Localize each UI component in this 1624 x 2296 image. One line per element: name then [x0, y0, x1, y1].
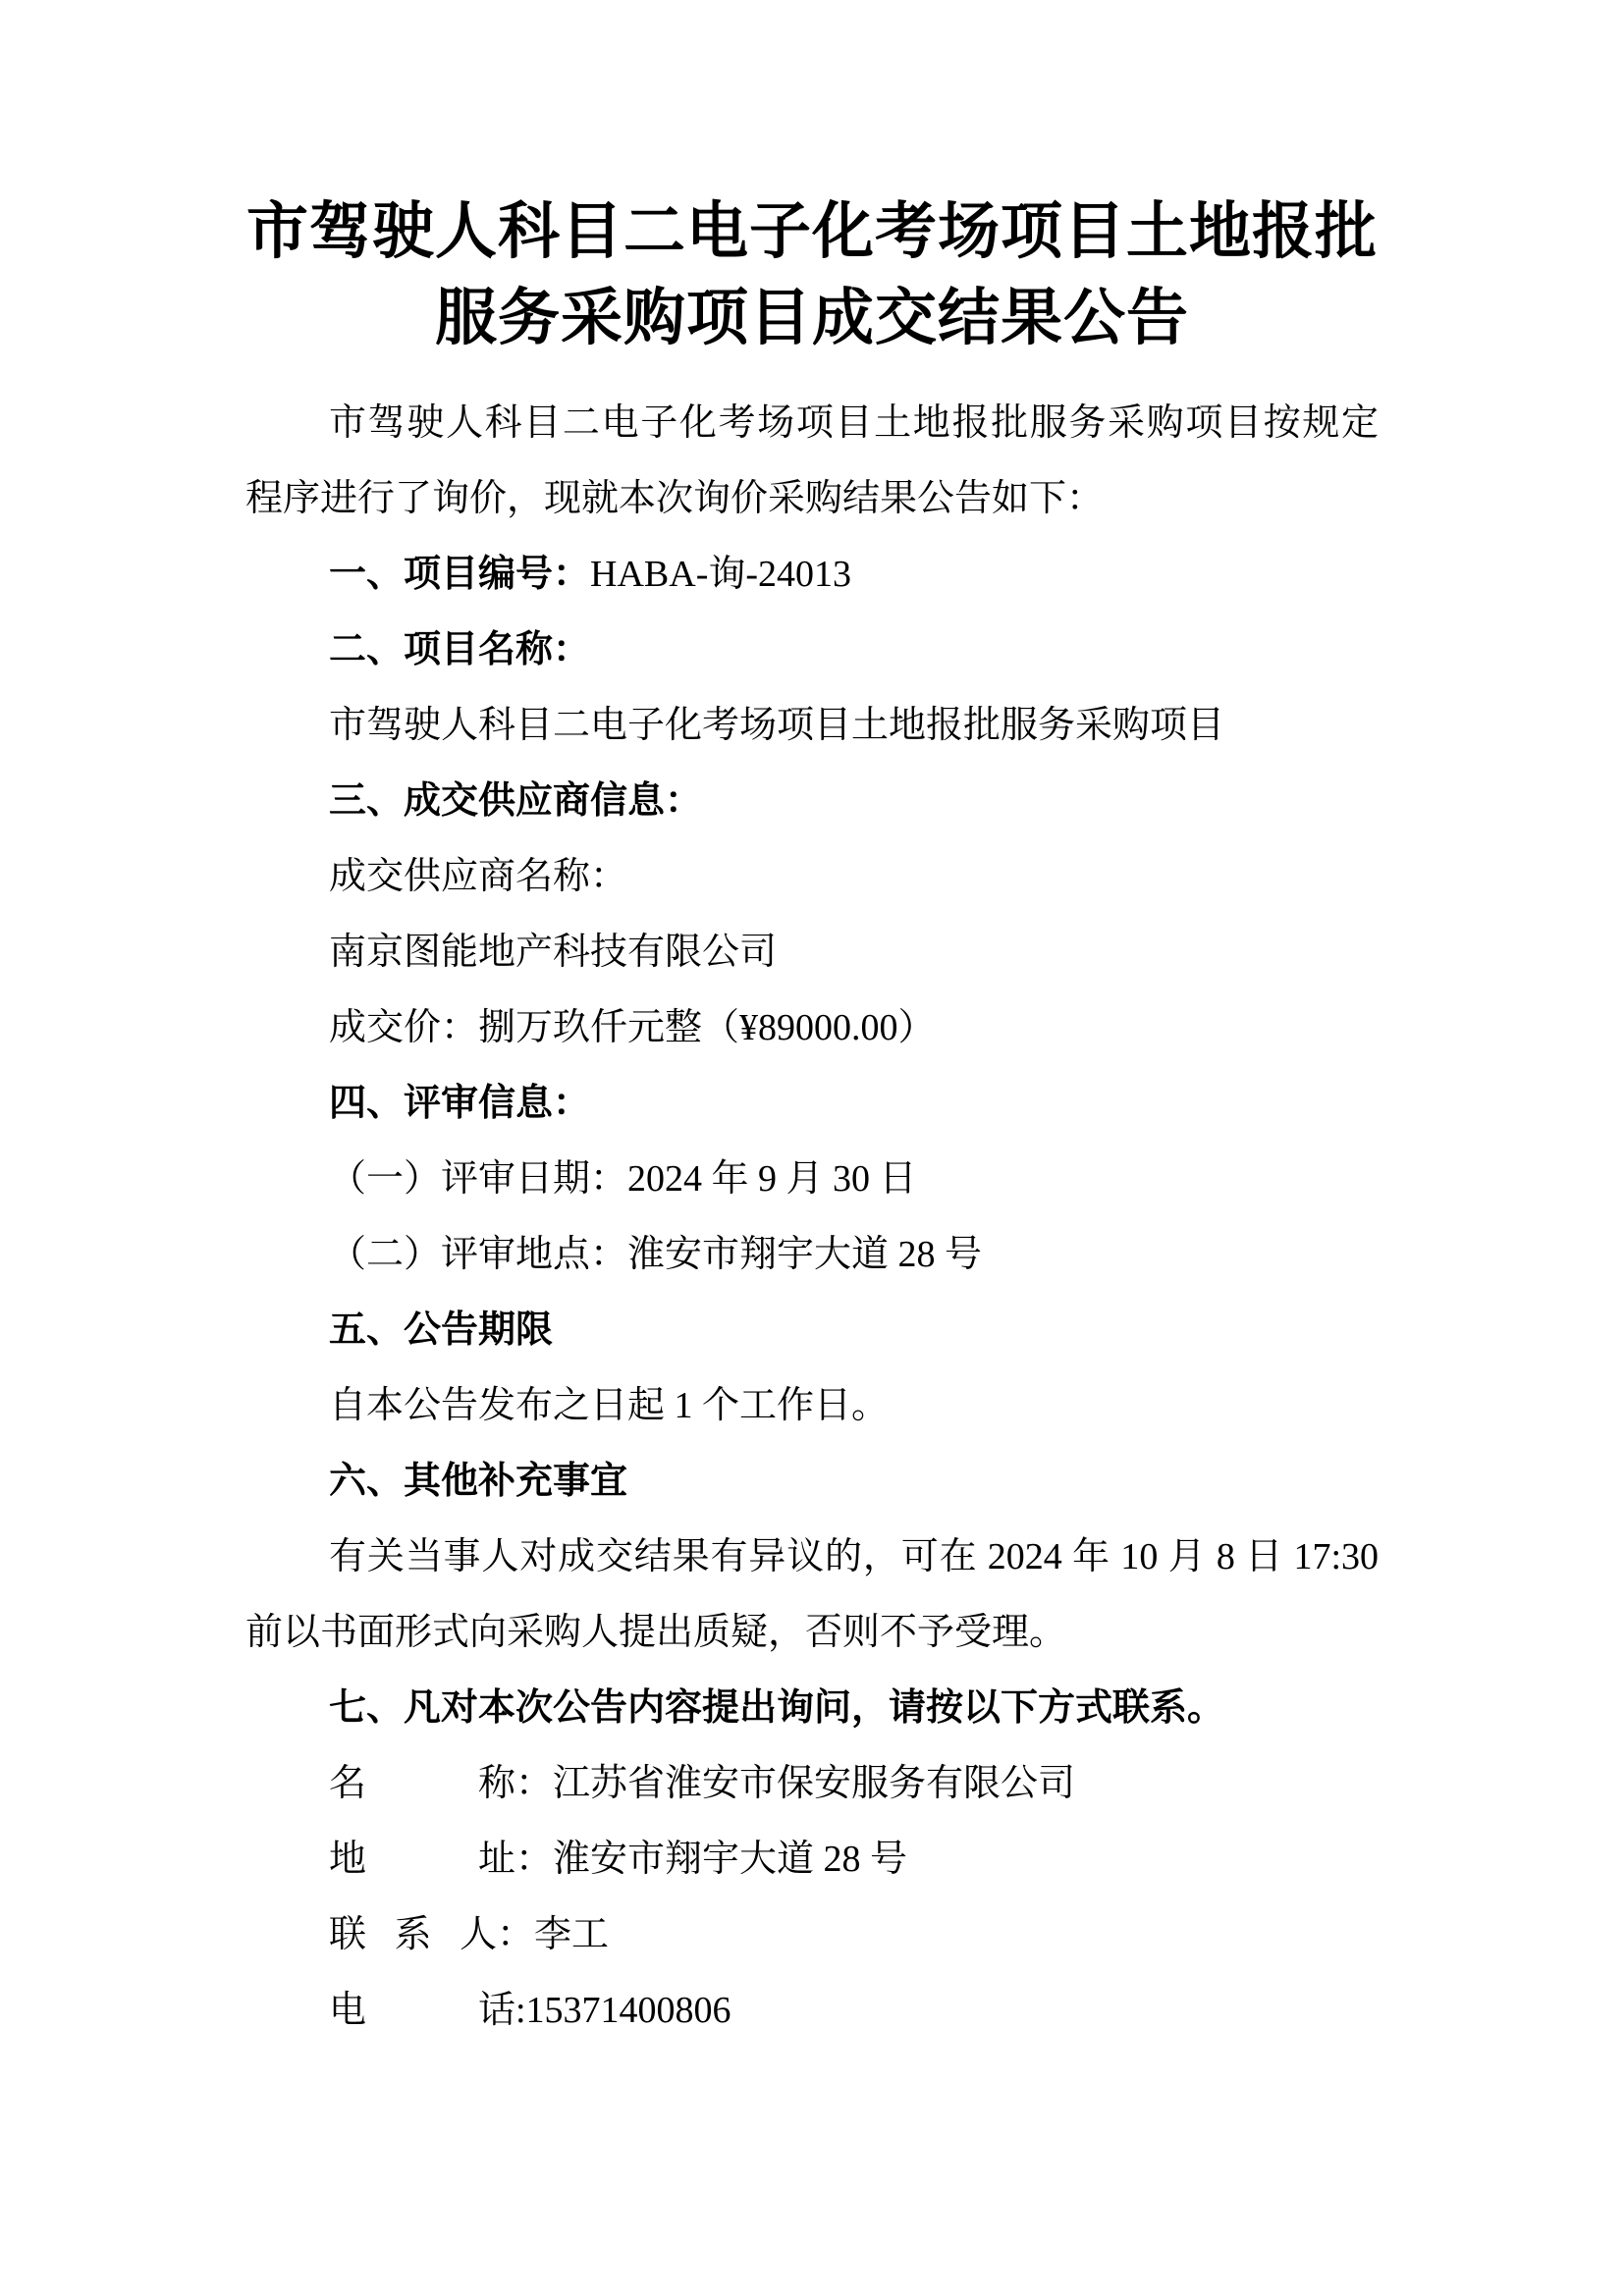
supplier-name-value: 南京图能地产科技有限公司: [329, 932, 778, 973]
objection-line-1: 有关当事人对成交结果有异议的，可在 2024 年 10 月 8 日 17:30: [329, 1536, 1379, 1577]
section-4-heading: 四、评审信息：: [329, 1083, 591, 1124]
title-line-1: 市驾驶人科目二电子化考场项目土地报批: [246, 197, 1378, 266]
section-7-heading: 七、凡对本次公告内容提出询问，请按以下方式联系。: [329, 1687, 1225, 1729]
document-content: [245, 188, 1379, 2049]
intro-line-1: 市驾驶人科目二电子化考场项目土地报批服务采购项目按规定: [329, 402, 1379, 444]
title-line-2: 服务采购项目成交结果公告: [435, 284, 1189, 352]
deal-price-line: 成交价：捌万玖仟元整（¥89000.00）: [329, 1007, 936, 1048]
section-1-line: [245, 537, 1379, 613]
intro-line-2: 程序进行了询价，现就本次询价采购结果公告如下：: [245, 478, 1105, 519]
contact-name-line: 名 称：江苏省淮安市保安服务有限公司: [329, 1763, 1076, 1804]
objection-line-2: 前以书面形式向采购人提出质疑，否则不予受理。: [245, 1612, 1067, 1653]
supplier-name-label: 成交供应商名称：: [329, 856, 628, 897]
section-6-heading: 六、其他补充事宜: [329, 1461, 628, 1502]
document-title: [245, 188, 1379, 361]
section-2-project-name: 市驾驶人科目二电子化考场项目土地报批服务采购项目: [329, 705, 1225, 746]
review-place-line: （二）评审地点：淮安市翔宇大道 28 号: [329, 1234, 983, 1275]
section-5-heading: 五、公告期限: [329, 1309, 554, 1351]
announcement-period-line: 自本公告发布之日起 1 个工作日。: [329, 1385, 890, 1426]
section-2-heading: 二、项目名称：: [329, 629, 591, 670]
section-3-heading: 三、成交供应商信息：: [329, 780, 703, 822]
review-date-line: （一）评审日期：2024 年 9 月 30 日: [329, 1158, 917, 1200]
section-1-heading: 一、项目编号：: [329, 554, 591, 595]
contact-phone-line: 电 话:15371400806: [329, 1990, 731, 2031]
section-1-project-number: HABA-询-24013: [590, 554, 851, 595]
document-body: [245, 386, 1379, 2049]
contact-address-line: 地 址：淮安市翔宇大道 28 号: [329, 1839, 908, 1880]
contact-person-line: 联 系 人：李工: [329, 1914, 610, 1955]
